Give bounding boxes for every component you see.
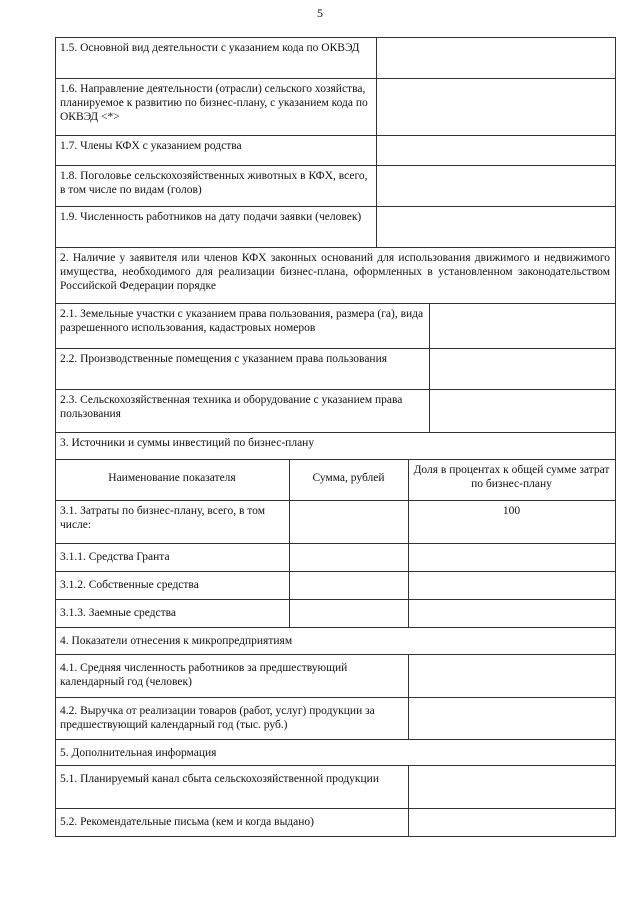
value-field-4-2[interactable] [408,698,615,739]
label-3-1-3: 3.1.3. Заемные средства [60,607,177,619]
share-field-3-1[interactable]: 100 [408,501,615,543]
label-1-8: 1.8. Поголовье сельскохозяйственных животных в КФХ, всего, в том числе по видам (голов) [60,170,368,196]
value-field-4-1[interactable] [408,655,615,697]
row-1-7 [55,136,616,166]
section-2-header: 2. Наличие у заявителя или членов КФХ законных оснований для использования движимого и недвижимого имущества, необходимого для реализации бизнес-плана, оформленных в установленном законодательством Российской Федерации порядке [60,252,610,292]
section-5-header: 5. Дополнительная информация [60,747,217,759]
share-field-3-1-1[interactable] [408,544,615,571]
row-2-2 [55,349,616,390]
value-field-5-1[interactable] [408,766,615,808]
row-1-6 [55,79,616,136]
value-field-5-2[interactable] [408,809,615,836]
label-1-6: 1.6. Направление деятельности (отрасли) сельского хозяйства, планируемое к развитию по бизнес-плану, с указанием кода по ОКВЭД <*> [60,83,368,123]
section-2-header-row [55,248,616,304]
section-4-header: 4. Показатели отнесения к микропредприятиям [60,635,293,647]
label-1-7: 1.7. Члены КФХ с указанием родства [60,140,242,152]
row-3-1-3 [55,600,616,628]
value-field-1-9[interactable] [376,207,615,247]
share-field-3-1-3[interactable] [408,600,615,627]
row-3-1 [55,501,616,544]
value-field-2-2[interactable] [429,349,615,389]
value-field-2-1[interactable] [429,304,615,348]
label-1-9: 1.9. Численность работников на дату подачи заявки (человек) [60,211,362,223]
label-3-1-1: 3.1.1. Средства Гранта [60,551,170,563]
value-field-1-6[interactable] [376,79,615,135]
value-field-2-3[interactable] [429,390,615,432]
section-3-header: 3. Источники и суммы инвестиций по бизнес-плану [60,437,315,449]
column-header-share: Доля в процентах к общей сумме затрат по бизнес-плану [408,460,615,500]
row-3-1-1 [55,544,616,572]
row-5-2 [55,809,616,837]
label-1-5: 1.5. Основной вид деятельности с указанием кода по ОКВЭД [60,42,360,54]
section-3-column-headers [55,460,616,501]
value-field-1-7[interactable] [376,136,615,165]
share-field-3-1-2[interactable] [408,572,615,599]
label-4-1: 4.1. Средняя численность работников за предшествующий календарный год (человек) [60,662,348,688]
row-3-1-2 [55,572,616,600]
row-2-1 [55,304,616,349]
page-number: 5 [317,6,323,20]
sum-field-3-1-1[interactable] [289,544,408,571]
sum-field-3-1-3[interactable] [289,600,408,627]
label-3-1-2: 3.1.2. Собственные средства [60,579,199,591]
label-5-2: 5.2. Рекомендательные письма (кем и когда выдано) [60,816,314,828]
application-form [55,37,616,837]
section-4-header-row [55,628,616,655]
row-2-3 [55,390,616,433]
row-1-5 [55,37,616,79]
value-field-1-5[interactable] [376,38,615,78]
label-2-1: 2.1. Земельные участки с указанием права пользования, размера (га), вида разрешенного использования, кадастровых номеров [60,308,424,334]
row-4-1 [55,655,616,698]
label-5-1: 5.1. Планируемый канал сбыта сельскохозяйственной продукции [60,773,379,785]
section-5-header-row [55,740,616,766]
sum-field-3-1-2[interactable] [289,572,408,599]
value-field-1-8[interactable] [376,166,615,206]
row-4-2 [55,698,616,740]
row-1-9 [55,207,616,248]
label-2-3: 2.3. Сельскохозяйственная техника и оборудование с указанием права пользования [60,394,403,420]
label-3-1: 3.1. Затраты по бизнес-плану, всего, в том числе: [60,505,265,531]
row-1-8 [55,166,616,207]
column-header-sum: Сумма, рублей [289,460,408,500]
label-2-2: 2.2. Производственные помещения с указанием права пользования [60,353,388,365]
section-3-header-row [55,433,616,460]
label-4-2: 4.2. Выручка от реализации товаров (работ, услуг) продукции за предшествующий календарный год (тыс. руб.) [60,705,375,731]
sum-field-3-1[interactable] [289,501,408,543]
column-header-indicator: Наименование показателя [108,472,236,484]
row-5-1 [55,766,616,809]
